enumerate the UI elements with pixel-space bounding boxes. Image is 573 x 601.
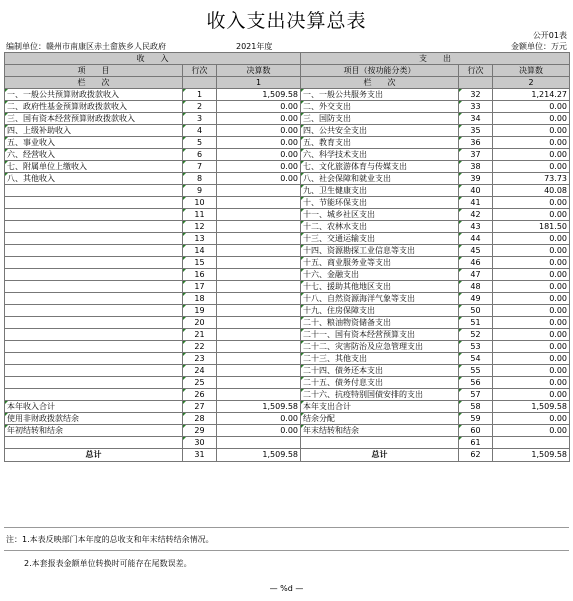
expense-item-name: 六、科学技术支出	[301, 149, 459, 161]
expense-total-label: 总计	[301, 449, 459, 462]
income-row-seq: 4	[183, 125, 217, 137]
income-amount: 0.00	[217, 413, 301, 425]
income-item-name	[5, 245, 183, 257]
expense-item-name	[301, 437, 459, 449]
income-row-seq: 2	[183, 101, 217, 113]
table-row	[5, 293, 570, 305]
income-item-name	[5, 257, 183, 269]
expense-row-seq: 34	[459, 113, 493, 125]
col-header-income-amount: 决算数	[217, 65, 301, 77]
income-row-seq: 25	[183, 377, 217, 389]
income-item-name	[5, 389, 183, 401]
expense-row-seq: 32	[459, 89, 493, 101]
expense-item-name: 四、公共安全支出	[301, 125, 459, 137]
income-item-name	[5, 353, 183, 365]
income-row-seq: 30	[183, 437, 217, 449]
expense-item-name: 七、文化旅游体育与传媒支出	[301, 161, 459, 173]
expense-item-name: 十九、住房保障支出	[301, 305, 459, 317]
income-row-seq: 16	[183, 269, 217, 281]
income-amount	[217, 305, 301, 317]
income-amount	[217, 341, 301, 353]
expense-row-seq: 55	[459, 365, 493, 377]
expense-row-seq: 41	[459, 197, 493, 209]
report-title: 收入支出决算总表	[206, 10, 367, 32]
income-row-seq: 27	[183, 401, 217, 413]
expense-row-seq: 48	[459, 281, 493, 293]
income-item-name	[5, 377, 183, 389]
income-item-name: 六、经营收入	[5, 149, 183, 161]
income-total-amount: 1,509.58	[217, 449, 301, 462]
expense-amount: 40.08	[493, 185, 570, 197]
income-row-seq: 20	[183, 317, 217, 329]
income-row-seq: 17	[183, 281, 217, 293]
expense-amount: 181.50	[493, 221, 570, 233]
expense-row-seq: 44	[459, 233, 493, 245]
expense-amount: 0.00	[493, 125, 570, 137]
report-info-row	[4, 40, 569, 52]
income-row-seq: 12	[183, 221, 217, 233]
expense-item-name: 二十一、国有资本经营预算支出	[301, 329, 459, 341]
table-row	[5, 113, 570, 125]
income-row-seq: 21	[183, 329, 217, 341]
expense-row-seq: 52	[459, 329, 493, 341]
reporting-unit: 编制单位：赣州市南康区赤土畲族乡人民政府	[6, 42, 166, 51]
col-index-expense-amount: 2	[493, 77, 570, 89]
expense-item-name: 十五、商业服务业等支出	[301, 257, 459, 269]
income-amount: 1,509.58	[217, 401, 301, 413]
expense-amount: 0.00	[493, 281, 570, 293]
income-item-name	[5, 281, 183, 293]
expense-amount: 0.00	[493, 329, 570, 341]
income-amount	[217, 245, 301, 257]
expense-row-seq: 61	[459, 437, 493, 449]
col-index-seq-expense	[459, 77, 493, 89]
expense-item-name: 八、社会保障和就业支出	[301, 173, 459, 185]
col-header-income-item: 项 目	[5, 65, 183, 77]
expense-item-name: 九、卫生健康支出	[301, 185, 459, 197]
expense-amount: 0.00	[493, 113, 570, 125]
income-item-name	[5, 317, 183, 329]
income-row-seq: 9	[183, 185, 217, 197]
expense-amount: 1,509.58	[493, 401, 570, 413]
notes-divider-2	[4, 550, 569, 551]
income-item-name	[5, 269, 183, 281]
table-row	[5, 341, 570, 353]
expense-amount: 0.00	[493, 341, 570, 353]
expense-row-seq: 60	[459, 425, 493, 437]
income-row-seq: 1	[183, 89, 217, 101]
expense-row-seq: 49	[459, 293, 493, 305]
table-row	[5, 209, 570, 221]
income-amount	[217, 377, 301, 389]
table-row	[5, 365, 570, 377]
expense-item-name: 二十三、其他支出	[301, 353, 459, 365]
note-2: 2.本套报表金额单位转换时可能存在尾数误差。	[24, 559, 192, 568]
income-item-name: 七、附属单位上缴收入	[5, 161, 183, 173]
table-row	[5, 269, 570, 281]
income-item-name	[5, 209, 183, 221]
expense-item-name: 二十四、债务还本支出	[301, 365, 459, 377]
table-row	[5, 401, 570, 413]
expense-row-seq: 54	[459, 353, 493, 365]
expense-amount: 0.00	[493, 209, 570, 221]
expense-item-name: 本年支出合计	[301, 401, 459, 413]
expense-item-name: 五、教育支出	[301, 137, 459, 149]
expense-item-name: 十二、农林水支出	[301, 221, 459, 233]
income-row-seq: 24	[183, 365, 217, 377]
expense-item-name: 二、外交支出	[301, 101, 459, 113]
expense-item-name: 三、国防支出	[301, 113, 459, 125]
table-row	[5, 353, 570, 365]
income-item-name	[5, 365, 183, 377]
table-row	[5, 161, 570, 173]
col-index-seq-income	[183, 77, 217, 89]
income-amount: 0.00	[217, 113, 301, 125]
income-row-seq: 7	[183, 161, 217, 173]
expense-amount: 0.00	[493, 149, 570, 161]
expense-row-seq: 56	[459, 377, 493, 389]
expense-row-seq: 45	[459, 245, 493, 257]
expense-amount: 0.00	[493, 317, 570, 329]
expense-row-seq: 59	[459, 413, 493, 425]
income-amount	[217, 437, 301, 449]
income-amount: 0.00	[217, 173, 301, 185]
income-item-name	[5, 437, 183, 449]
expense-row-seq: 40	[459, 185, 493, 197]
expense-row-seq: 38	[459, 161, 493, 173]
table-row	[5, 101, 570, 113]
expense-row-seq: 35	[459, 125, 493, 137]
expense-row-seq: 58	[459, 401, 493, 413]
income-row-seq: 14	[183, 245, 217, 257]
expense-amount: 0.00	[493, 197, 570, 209]
income-item-name	[5, 305, 183, 317]
expense-item-name: 十八、自然资源海洋气象等支出	[301, 293, 459, 305]
expense-amount: 0.00	[493, 293, 570, 305]
table-row	[5, 281, 570, 293]
expense-item-name: 年末结转和结余	[301, 425, 459, 437]
expense-amount: 0.00	[493, 269, 570, 281]
expense-item-name: 结余分配	[301, 413, 459, 425]
col-header-expense-seq: 行次	[459, 65, 493, 77]
expense-row-seq: 36	[459, 137, 493, 149]
table-row	[5, 305, 570, 317]
income-expense-table	[4, 52, 570, 462]
column-index-row	[5, 77, 570, 89]
income-amount	[217, 269, 301, 281]
expense-amount: 1,214.27	[493, 89, 570, 101]
page-number: — %d —	[269, 584, 304, 593]
table-row	[5, 221, 570, 233]
income-row-seq: 26	[183, 389, 217, 401]
income-item-name: 八、其他收入	[5, 173, 183, 185]
expense-amount: 0.00	[493, 425, 570, 437]
expense-amount: 0.00	[493, 389, 570, 401]
income-item-name: 五、事业收入	[5, 137, 183, 149]
table-row	[5, 317, 570, 329]
income-section-header: 收 入	[5, 53, 301, 65]
amount-unit: 金额单位：万元	[511, 42, 567, 51]
income-amount: 0.00	[217, 101, 301, 113]
section-header-row	[5, 53, 570, 65]
expense-section-header: 支 出	[301, 53, 570, 65]
income-item-name: 年初结转和结余	[5, 425, 183, 437]
col-header-income-seq: 行次	[183, 65, 217, 77]
income-item-name: 二、政府性基金预算财政拨款收入	[5, 101, 183, 113]
income-amount	[217, 233, 301, 245]
income-amount: 0.00	[217, 149, 301, 161]
expense-amount: 0.00	[493, 365, 570, 377]
expense-item-name: 二十五、债务付息支出	[301, 377, 459, 389]
income-total-label: 总计	[5, 449, 183, 462]
expense-row-seq: 33	[459, 101, 493, 113]
expense-amount: 0.00	[493, 413, 570, 425]
table-row	[5, 437, 570, 449]
expense-amount: 0.00	[493, 161, 570, 173]
expense-item-name: 二十二、灾害防治及应急管理支出	[301, 341, 459, 353]
income-amount	[217, 281, 301, 293]
income-amount	[217, 329, 301, 341]
expense-amount: 0.00	[493, 377, 570, 389]
income-row-seq: 18	[183, 293, 217, 305]
expense-item-name: 一、一般公共服务支出	[301, 89, 459, 101]
table-row	[5, 149, 570, 161]
column-header-row	[5, 65, 570, 77]
income-amount	[217, 257, 301, 269]
total-row	[5, 449, 570, 462]
table-row	[5, 197, 570, 209]
income-amount: 1,509.58	[217, 89, 301, 101]
report-year: 2021年度	[236, 42, 273, 51]
income-row-seq: 19	[183, 305, 217, 317]
income-total-seq: 31	[183, 449, 217, 462]
income-item-name: 一、一般公共预算财政拨款收入	[5, 89, 183, 101]
expense-total-amount: 1,509.58	[493, 449, 570, 462]
income-row-seq: 6	[183, 149, 217, 161]
col-header-expense-amount: 决算数	[493, 65, 570, 77]
expense-amount: 73.73	[493, 173, 570, 185]
expense-item-name: 二十、粮油物资储备支出	[301, 317, 459, 329]
table-row	[5, 257, 570, 269]
income-amount	[217, 197, 301, 209]
table-row	[5, 329, 570, 341]
col-index-label-expense: 栏 次	[301, 77, 459, 89]
income-item-name: 使用非财政拨款结余	[5, 413, 183, 425]
table-row	[5, 413, 570, 425]
table-row	[5, 185, 570, 197]
income-item-name: 四、上级补助收入	[5, 125, 183, 137]
expense-amount: 0.00	[493, 257, 570, 269]
expense-amount: 0.00	[493, 305, 570, 317]
col-index-label-income: 栏 次	[5, 77, 183, 89]
income-amount	[217, 317, 301, 329]
income-item-name	[5, 233, 183, 245]
income-item-name	[5, 329, 183, 341]
expense-amount: 0.00	[493, 233, 570, 245]
income-amount: 0.00	[217, 125, 301, 137]
expense-row-seq: 51	[459, 317, 493, 329]
expense-amount	[493, 437, 570, 449]
expense-row-seq: 39	[459, 173, 493, 185]
expense-item-name: 十六、金融支出	[301, 269, 459, 281]
expense-amount: 0.00	[493, 353, 570, 365]
table-row	[5, 173, 570, 185]
expense-total-seq: 62	[459, 449, 493, 462]
income-item-name	[5, 197, 183, 209]
income-row-seq: 15	[183, 257, 217, 269]
income-item-name	[5, 221, 183, 233]
expense-row-seq: 46	[459, 257, 493, 269]
table-row	[5, 425, 570, 437]
form-number: 公开01表	[532, 31, 567, 40]
income-amount	[217, 209, 301, 221]
income-item-name	[5, 341, 183, 353]
income-row-seq: 11	[183, 209, 217, 221]
table-row	[5, 137, 570, 149]
expense-item-name: 十、节能环保支出	[301, 197, 459, 209]
income-row-seq: 5	[183, 137, 217, 149]
income-row-seq: 3	[183, 113, 217, 125]
income-row-seq: 13	[183, 233, 217, 245]
income-amount	[217, 293, 301, 305]
table-row	[5, 377, 570, 389]
income-item-name: 本年收入合计	[5, 401, 183, 413]
note-1: 注：1.本表反映部门本年度的总收支和年末结转结余情况。	[6, 535, 214, 544]
expense-row-seq: 53	[459, 341, 493, 353]
income-amount	[217, 365, 301, 377]
income-amount: 0.00	[217, 137, 301, 149]
expense-row-seq: 50	[459, 305, 493, 317]
income-item-name	[5, 185, 183, 197]
col-index-income-amount: 1	[217, 77, 301, 89]
expense-item-name: 十四、资源勘探工业信息等支出	[301, 245, 459, 257]
table-row	[5, 89, 570, 101]
income-amount	[217, 389, 301, 401]
expense-item-name: 十一、城乡社区支出	[301, 209, 459, 221]
expense-row-seq: 47	[459, 269, 493, 281]
table-row	[5, 125, 570, 137]
col-header-expense-item: 项目（按功能分类）	[301, 65, 459, 77]
income-item-name: 三、国有资本经营预算财政拨款收入	[5, 113, 183, 125]
income-item-name	[5, 293, 183, 305]
income-amount: 0.00	[217, 425, 301, 437]
income-row-seq: 8	[183, 173, 217, 185]
table-row	[5, 233, 570, 245]
income-row-seq: 22	[183, 341, 217, 353]
income-amount	[217, 185, 301, 197]
income-amount	[217, 221, 301, 233]
expense-row-seq: 57	[459, 389, 493, 401]
expense-row-seq: 37	[459, 149, 493, 161]
expense-amount: 0.00	[493, 101, 570, 113]
income-row-seq: 10	[183, 197, 217, 209]
income-row-seq: 28	[183, 413, 217, 425]
income-amount: 0.00	[217, 161, 301, 173]
expense-amount: 0.00	[493, 245, 570, 257]
income-amount	[217, 353, 301, 365]
expense-item-name: 十三、交通运输支出	[301, 233, 459, 245]
notes-divider	[4, 527, 569, 528]
expense-row-seq: 43	[459, 221, 493, 233]
expense-amount: 0.00	[493, 137, 570, 149]
expense-row-seq: 42	[459, 209, 493, 221]
table-row	[5, 245, 570, 257]
income-row-seq: 29	[183, 425, 217, 437]
expense-item-name: 二十六、抗疫特别国债安排的支出	[301, 389, 459, 401]
income-row-seq: 23	[183, 353, 217, 365]
expense-item-name: 十七、援助其他地区支出	[301, 281, 459, 293]
table-row	[5, 389, 570, 401]
